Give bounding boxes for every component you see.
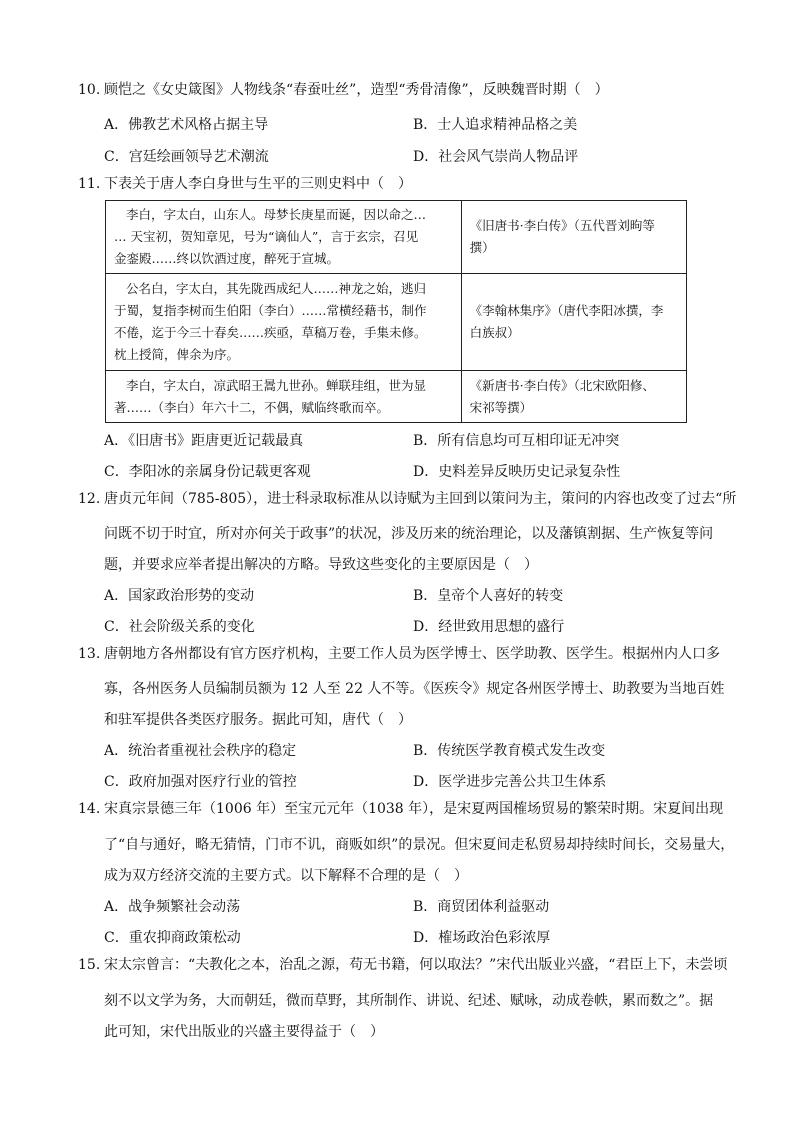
question-stem-line: 此可知，宋代出版业的兴盛主要得益于（ ）: [104, 1024, 384, 1040]
question-stem-line: 唐朝地方各州都设有官方医疗机构，主要工作人员为医学博士、医学助教、医学生。根据州内人口多: [104, 646, 720, 662]
source-citation-cell: [461, 201, 686, 274]
option-c: C．李阳冰的亲属身份记载更客观: [104, 464, 311, 480]
table-text-line: 公名白，字太白，其先陇西成纪人……神龙之始，逃归: [126, 281, 427, 296]
table-text-line: 李白，字太白，山东人。母梦长庚星而诞，因以命之…: [126, 207, 427, 222]
table-text-line: 《旧唐书·李白传》（五代晋刘昫等: [469, 218, 655, 233]
option-c: C．宫廷绘画领导艺术潮流: [104, 149, 269, 165]
option-a: A．战争频繁社会动荡: [104, 899, 241, 915]
question-stem-line: 刻不以文学为务，大而朝廷，微而草野，其所制作、讲说、纪述、赋咏，动成卷帙，累而数之”。据: [104, 993, 714, 1009]
option-a: A．国家政治形势的变动: [104, 588, 255, 604]
table-text-line: 《新唐书·李白传》（北宋欧阳修、: [469, 377, 655, 393]
question-number: 12.: [78, 491, 101, 507]
option-d: D．经世致用思想的盛行: [413, 619, 565, 635]
option-b: B．皇帝个人喜好的转变: [413, 588, 564, 604]
question-stem-line: 寡，各州医务人员编制员额为 12 人至 22 人不等。《医疾令》规定各州医学博士、助教要为当地百姓: [104, 681, 725, 697]
option-d: D．史料差异反映历史记录复杂性: [413, 464, 621, 480]
option-b: B．传统医学教育模式发生改变: [413, 743, 606, 759]
question-stem-line: 成为双方经济交流的主要方式。以下解释不合理的是（ ）: [104, 868, 468, 884]
source-text-cell: [106, 371, 462, 423]
table-text-line: 《李翰林集序》（唐代李阳冰撰，李: [469, 303, 664, 318]
option-b: B．所有信息均可互相印证无冲突: [413, 433, 620, 449]
question-number: 10.: [78, 82, 101, 98]
option-d: D．榷场政治色彩浓厚: [413, 930, 551, 946]
table-text-line: 于蜀，复指李树而生伯阳（李白）……常横经藉书，制作: [114, 303, 427, 318]
table-text-line: 白族叔）: [469, 325, 520, 340]
question-number: 11.: [78, 176, 101, 192]
table-text-line: 撰）: [469, 240, 495, 255]
table-text-line: 不倦，迄于今三十春矣……疾亟，草稿万卷，手集未修。: [114, 325, 427, 340]
table-text-line: 金銮殿……终以饮酒过度，醉死于宣城。: [114, 251, 340, 266]
question-number: 14.: [78, 801, 101, 817]
question-number: 13.: [78, 646, 101, 662]
option-a: A．统治者重视社会秩序的稳定: [104, 743, 297, 759]
table-row: [106, 371, 687, 423]
source-citation-cell: [461, 274, 686, 371]
option-c: C．重农抑商政策松动: [104, 930, 241, 946]
table-row: [106, 201, 687, 274]
option-c: C．社会阶级关系的变化: [104, 619, 255, 635]
source-table: [105, 200, 687, 423]
option-b: B．商贸团体利益驱动: [413, 899, 550, 915]
table-text-line: 宋祁等撰）: [469, 399, 533, 415]
question-stem-line: 题，并要求应举者提出解决的方略。导致这些变化的主要原因是（ ）: [104, 557, 538, 573]
option-b: B．士人追求精神品格之美: [413, 117, 578, 133]
question-stem: 下表关于唐人李白身世与生平的三则史料中（ ）: [104, 176, 412, 192]
table-text-line: 著……（李白）年六十二，不偶，赋临终歌而卒。: [114, 399, 390, 415]
question-stem-line: 问既不切于时宜，所对亦何关于政事”的状况，涉及历来的统治理论，以及藩镇割据、生产恢复等问: [104, 526, 714, 542]
question-stem-line: 唐贞元年间（785-805），进士科录取标准从以诗赋为主回到以策问为主，策问的内容也改变了过去“所: [104, 491, 737, 507]
table-row: [106, 274, 687, 371]
question-number: 15.: [78, 957, 101, 973]
source-text-cell: [106, 201, 462, 274]
question-stem-line: 和驻军提供各类医疗服务。据此可知，唐代（ ）: [104, 712, 412, 728]
option-d: D．社会风气崇尚人物品评: [413, 149, 579, 165]
option-a: A．佛教艺术风格占据主导: [104, 117, 269, 133]
option-c: C．政府加强对医疗行业的管控: [104, 774, 297, 790]
question-stem: 顾恺之《女史箴图》人物线条“春蚕吐丝”，造型“秀骨清像”，反映魏晋时期（ ）: [104, 82, 609, 98]
option-a: A．《旧唐书》距唐更近记载最真: [104, 433, 304, 449]
table-text-line: … 天宝初，贺知章见，号为“谪仙人”，言于玄宗，召见: [114, 229, 419, 244]
table-text-line: 李白，字太白，凉武昭王暠九世孙。蝉联珪组，世为显: [126, 377, 427, 393]
question-stem-line: 宋太宗曾言：“夫教化之本，治乱之源，苟无书籍，何以取法？”宋代出版业兴盛，“君臣上下，未尝顷: [104, 957, 728, 973]
source-citation-cell: [461, 371, 686, 423]
source-text-cell: [106, 274, 462, 371]
table-text-line: 枕上授简，俾余为序。: [114, 347, 240, 362]
question-stem-line: 了“自与通好，略无猜情，门市不讥，商贩如织”的景况。但宋夏间走私贸易却持续时间长，交易量大，: [104, 837, 735, 853]
question-stem-line: 宋真宗景德三年（1006 年）至宝元元年（1038 年），是宋夏两国榷场贸易的繁荣时期。宋夏间出现: [104, 801, 724, 817]
option-d: D．医学进步完善公共卫生体系: [413, 774, 607, 790]
